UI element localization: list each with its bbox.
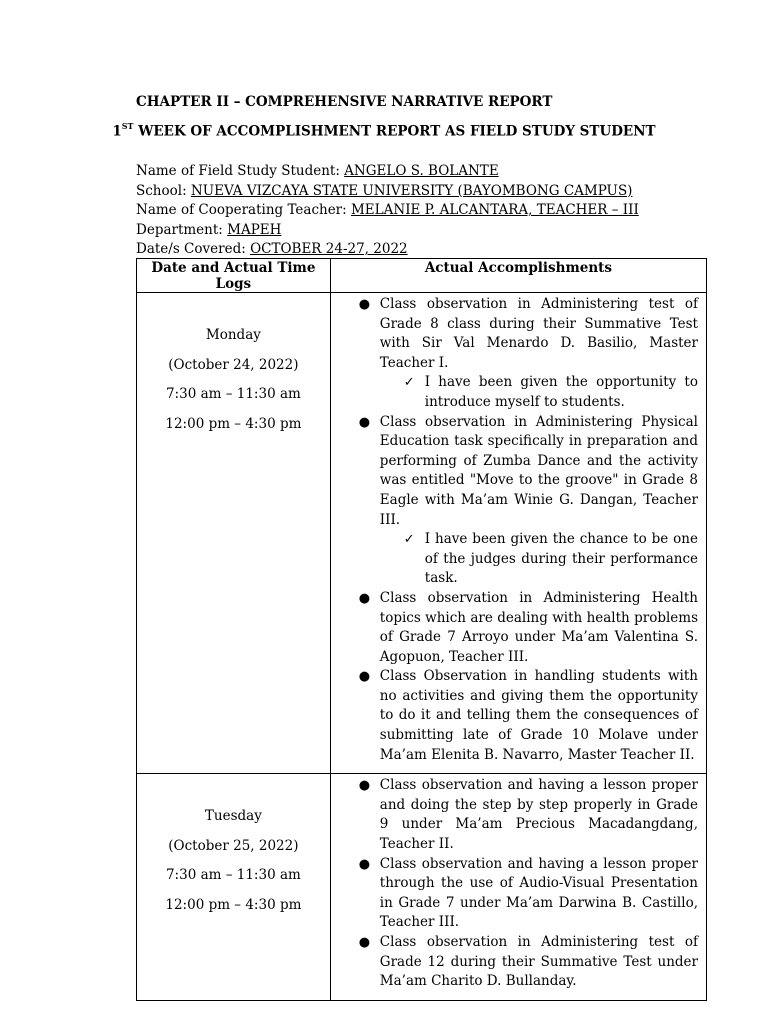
sub-list [380,530,698,589]
info-row-teacher [136,201,639,221]
info-row-department [136,221,639,241]
header-date-time: Date and Actual Time Logs [137,259,331,293]
list-item [335,413,698,589]
bullet-icon: ● [358,778,371,794]
bullet-icon: ● [358,669,371,685]
day-name: Tuesday [204,808,262,825]
day-cell [137,293,331,774]
sub-item-text: I have been given the opportunity to introduce myself to students. [424,374,698,410]
time-morning: 7:30 am – 11:30 am [165,867,301,884]
info-value: OCTOBER 24-27, 2022 [250,241,408,257]
list-item [335,855,698,933]
item-text: Class observation and having a lesson proper through the use of Audio-Visual Presentation in Grade 7 under Ma’am Darwina B. Castillo, Teacher III. [379,855,698,931]
info-label: School: [136,182,191,199]
day-cell [137,774,331,1001]
sub-list-item [380,530,698,589]
time-afternoon: 12:00 pm – 4:30 pm [165,896,302,913]
accomplishment-table [136,258,707,1001]
item-text: Class Observation in handling students with no activities and giving them the opportunity to do it and telling them the consequences of submitting late of Grade 10 Molave under Ma’am Elenita B. Navarro, Master Teacher II. [379,668,698,763]
accomplishment-list [335,776,698,992]
list-item [335,295,698,413]
list-item [335,933,698,992]
info-row-student [136,162,639,182]
info-row-dates [136,240,639,260]
week-heading [0,122,768,140]
bullet-icon: ● [358,297,371,312]
checkmark-icon: ✓ [403,532,415,548]
item-text: Class observation in Administering test of Grade 8 class during their Summative Test with Sir Val Menardo D. Basilio, Master Teacher I. [379,296,698,371]
info-value: MAPEH [227,221,282,238]
bullet-icon: ● [358,590,371,606]
time-afternoon: 12:00 pm – 4:30 pm [165,415,302,432]
item-text: Class observation in Administering Health topics which are dealing with health problems of Grade 7 Arroyo under Ma’am Valentina S. Agopuon, Teacher III. [379,589,698,665]
week-number: 1 [112,123,122,140]
checkmark-icon: ✓ [403,375,415,391]
item-text: Class observation in Administering test of Grade 12 during their Summative Test under Ma’am Charito D. Bullanday. [379,934,698,990]
info-label: Date/s Covered: [136,241,251,257]
info-value: NUEVA VIZCAYA STATE UNIVERSITY (BAYOMBONG CAMPUS) [190,182,633,199]
list-item [335,667,698,765]
item-text: Class observation and having a lesson proper and doing the step by step properly in Grade 9 under Ma’am Precious Macadangdang, Teacher II. [379,777,698,853]
day-date: (October 24, 2022) [168,356,299,373]
accomplishments-cell [330,293,706,774]
info-label: Department: [136,221,228,238]
sub-item-text: I have been given the chance to be one of the judges during their performance task. [424,531,698,587]
table-row [137,774,707,1001]
table-header-row [137,259,707,293]
info-label: Name of Field Study Student: [136,163,345,179]
time-morning: 7:30 am – 11:30 am [165,386,301,402]
info-value: ANGELO S. BOLANTE [344,163,499,179]
list-item [335,776,698,854]
bullet-icon: ● [358,414,371,430]
table-row [137,293,707,774]
chapter-title: CHAPTER II – COMPREHENSIVE NARRATIVE REPORT [136,94,553,110]
student-info [136,162,639,260]
item-text: Class observation in Administering Physical Education task specifically in preparation and performing of Zumba Dance and the activity was entitled "Move to the groove" in Grade 8 Eagle with Ma’am Winie G. Dangan, Teacher III. [379,413,698,528]
bullet-icon: ● [358,935,371,950]
day-name: Monday [205,327,261,343]
accomplishment-list [335,295,698,765]
sub-list-item [380,373,698,412]
bullet-icon: ● [358,856,371,872]
week-heading-text: WEEK OF ACCOMPLISHMENT REPORT AS FIELD STUDY STUDENT [133,123,656,140]
accomplishments-cell [330,774,706,1001]
info-value: MELANIE P. ALCANTARA, TEACHER – III [350,202,639,218]
info-row-school [136,182,639,202]
info-label: Name of Cooperating Teacher: [136,202,351,218]
week-superscript: ST [121,121,134,131]
header-accomplishments: Actual Accomplishments [330,259,706,293]
sub-list [380,373,698,412]
day-date: (October 25, 2022) [168,837,299,854]
list-item [335,589,698,667]
